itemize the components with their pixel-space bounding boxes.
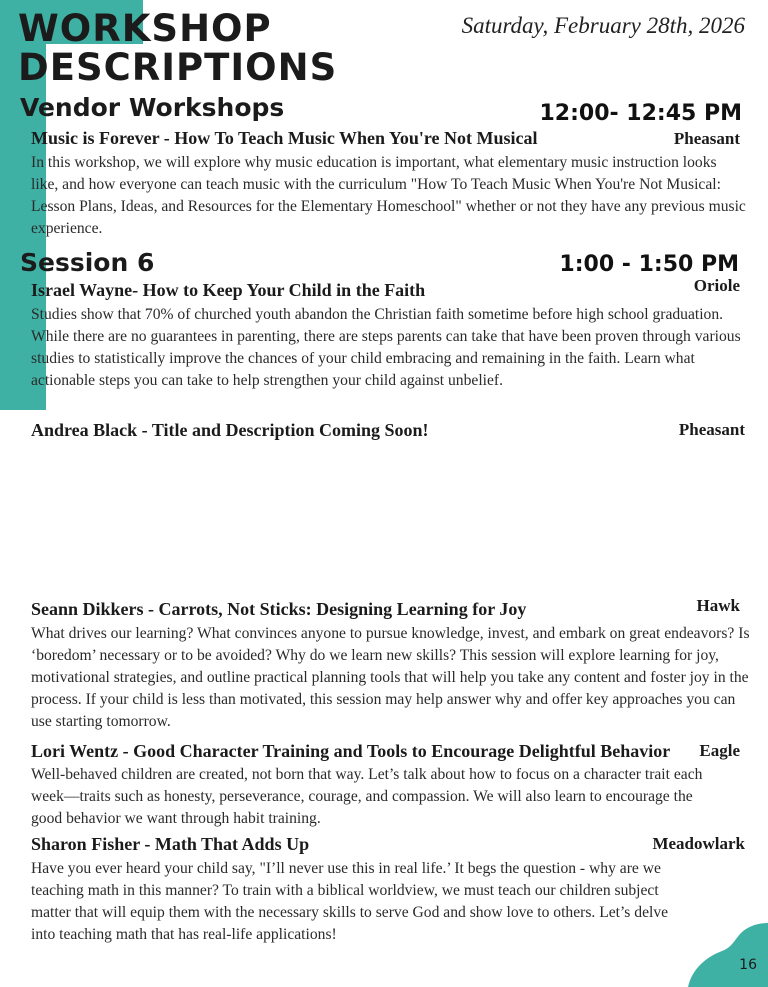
- workshop-description-wentz: Well-behaved children are created, not born that way. Let’s talk about how to focus on a character trait each week—traits such as honesty, perseverance, courage, and compassion. We will also learn to encourage the good behavior we want through habit training.: [31, 766, 703, 827]
- workshop-description-music: In this workshop, we will explore why music education is important, what elementary music instruction looks like, and how everyone can teach music with the curriculum "How To Teach Music When You're Not Musical: Lesson Plans, Ideas, and Resources for the Elementary Homeschool" whether or not they have any previous music experience.: [31, 154, 746, 237]
- corner-wave-decoration: [688, 921, 768, 987]
- time-vendor: 12:00- 12:45 PM: [539, 101, 742, 126]
- room-music: Pheasant: [673, 129, 740, 148]
- event-date: Saturday, February 28th, 2026: [461, 13, 745, 38]
- workshop-title-black: Andrea Black - Title and Description Coming Soon!: [31, 420, 429, 440]
- room-wentz: Eagle: [699, 741, 740, 760]
- room-wayne: Oriole: [693, 276, 740, 295]
- workshop-title-wentz: Lori Wentz - Good Character Training and Tools to Encourage Delightful Behavior: [31, 741, 671, 761]
- room-black: Pheasant: [678, 420, 745, 439]
- page-number: 16: [739, 957, 757, 973]
- workshop-description-dikkers: What drives our learning? What convinces anyone to pursue knowledge, invest, and embark on great endeavors? Is ‘boredom’ necessary or to be avoided? Why do we learn new skills? This session will explore learning for joy, motivational strategies, and outline practical planning tools that will help you take any content and foster joy in the process. If your child is less than motivated, this session may help answer why and offer key approaches you can use starting tomorrow.: [31, 625, 750, 730]
- room-fisher: Meadowlark: [652, 834, 745, 853]
- workshop-title-fisher: Sharon Fisher - Math That Adds Up: [31, 834, 310, 854]
- section-title-session6: Session 6: [20, 248, 155, 277]
- room-dikkers: Hawk: [696, 596, 740, 615]
- page-title-line1: WORKSHOP: [18, 7, 272, 50]
- workshop-description-fisher: Have you ever heard your child say, "I’ll never use this in real life.’ It begs the question - why are we teaching math in this manner? To train with a biblical worldview, we must teach our children subject matter that will equip them with the necessary skills to serve God and show love to others. Let’s delve into teaching math that has real-life applications!: [31, 860, 669, 943]
- workshop-title-wayne: Israel Wayne- How to Keep Your Child in the Faith: [31, 280, 426, 300]
- workshop-title-dikkers: Seann Dikkers - Carrots, Not Sticks: Designing Learning for Joy: [31, 599, 527, 619]
- section-title-vendor: Vendor Workshops: [20, 93, 285, 122]
- page-title-line2: DESCRIPTIONS: [18, 46, 338, 89]
- workshop-title-music: Music is Forever - How To Teach Music When You're Not Musical: [31, 128, 538, 148]
- workshop-description-wayne: Studies show that 70% of churched youth abandon the Christian faith sometime before high school graduation. While there are no guarantees in parenting, there are steps parents can take that have been proven through various studies to statistically improve the chances of your child embracing and remaining in the faith. Learn what actionable steps you can take to help strengthen your child against unbelief.: [31, 306, 741, 389]
- page-title: [18, 9, 337, 87]
- time-session6: 1:00 - 1:50 PM: [559, 252, 739, 277]
